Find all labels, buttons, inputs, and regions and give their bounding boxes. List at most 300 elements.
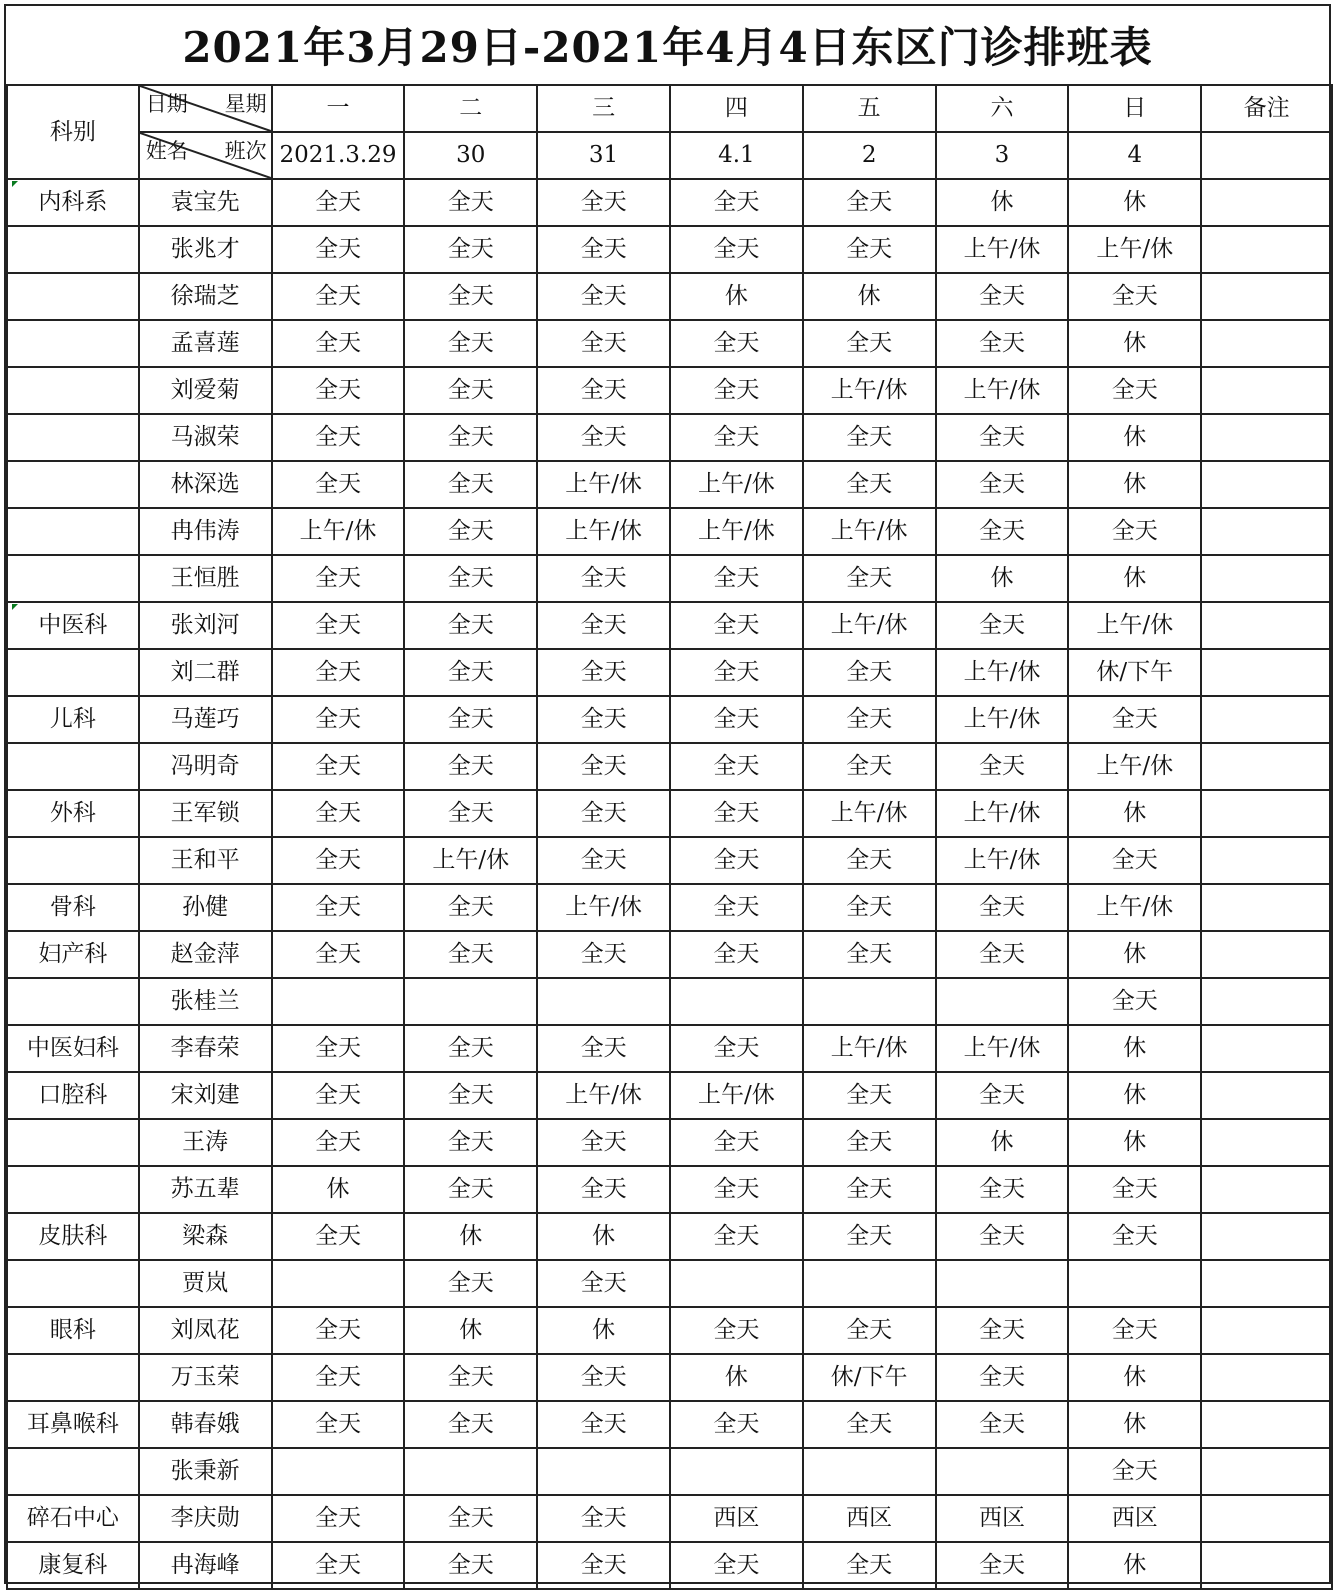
dept-cell [7,1260,139,1307]
table-row [7,179,1332,226]
dept-cell: 内科系 [7,179,139,226]
dept-cell [7,978,139,1025]
shift-cell: 全天 [936,602,1069,649]
dept-cell [7,837,139,884]
shift-cell: 全天 [272,1119,405,1166]
shift-cell: 全天 [272,931,405,978]
table-row [7,1072,1332,1119]
table-row [7,226,1332,273]
shift-cell: 全天 [404,1025,537,1072]
remark-cell [1201,1354,1332,1401]
shift-cell: 全天 [1068,696,1201,743]
shift-cell: 全天 [936,1166,1069,1213]
shift-cell: 上午/休 [1068,743,1201,790]
shift-cell: 全天 [537,320,670,367]
name-cell: 李春荣 [139,1025,272,1072]
shift-cell: 全天 [670,367,803,414]
comment-marker-icon [12,604,18,610]
shift-cell: 全天 [803,320,936,367]
schedule-sheet [4,4,1331,1584]
remark-cell [1201,1307,1332,1354]
table-row [7,1495,1332,1542]
name-cell: 刘爱菊 [139,367,272,414]
shift-cell: 全天 [404,320,537,367]
name-cell: 孙健 [139,884,272,931]
remark-cell [1201,837,1332,884]
shift-cell: 全天 [936,931,1069,978]
shift-cell: 全天 [537,226,670,273]
shift-cell: 全天 [272,1307,405,1354]
date-cell: 31 [537,132,670,179]
shift-cell [272,978,405,1025]
name-cell: 林深选 [139,461,272,508]
remark-cell [1201,226,1332,273]
name-cell: 梁森 [139,1213,272,1260]
table-row [7,743,1332,790]
shift-cell: 上午/休 [803,602,936,649]
name-cell: 万玉荣 [139,1354,272,1401]
shift-cell: 全天 [803,179,936,226]
remark-cell [1201,1495,1332,1542]
table-row [7,1213,1332,1260]
date-cell: 4.1 [670,132,803,179]
shift-cell: 全天 [803,1542,936,1589]
remark-cell [1201,1072,1332,1119]
shift-cell: 全天 [404,367,537,414]
shift-cell: 全天 [537,696,670,743]
remark-cell [1201,743,1332,790]
table-row [7,367,1332,414]
name-cell: 冯明奇 [139,743,272,790]
shift-cell: 休 [670,273,803,320]
table-row [7,602,1332,649]
table-row [7,273,1332,320]
shift-cell: 西区 [803,1495,936,1542]
remark-cell [1201,273,1332,320]
table-row [7,1025,1332,1072]
dept-cell: 骨科 [7,884,139,931]
shift-cell: 全天 [404,179,537,226]
shift-cell [670,1448,803,1495]
weekday-cell: 三 [537,85,670,132]
name-cell: 王和平 [139,837,272,884]
shift-cell: 上午/休 [537,461,670,508]
name-cell: 张秉新 [139,1448,272,1495]
shift-cell [404,978,537,1025]
shift-cell: 全天 [1068,508,1201,555]
shift-cell: 全天 [670,884,803,931]
remark-cell [1201,1542,1332,1589]
shift-cell: 全天 [670,1119,803,1166]
dept-cell: 皮肤科 [7,1213,139,1260]
shift-cell: 全天 [404,1354,537,1401]
shift-cell: 全天 [670,179,803,226]
shift-cell: 全天 [272,1401,405,1448]
shift-cell: 全天 [537,602,670,649]
shift-cell [670,1260,803,1307]
shift-cell: 全天 [936,1213,1069,1260]
shift-cell: 全天 [537,1401,670,1448]
shift-cell: 全天 [537,649,670,696]
shift-cell [803,978,936,1025]
shift-cell: 全天 [404,931,537,978]
remark-cell [1201,1119,1332,1166]
shift-cell: 全天 [670,837,803,884]
shift-cell: 全天 [936,884,1069,931]
weekday-cell: 一 [272,85,405,132]
shift-cell: 全天 [272,1354,405,1401]
shift-cell: 全天 [1068,1213,1201,1260]
remark-cell [1201,1025,1332,1072]
dept-cell: 康复科 [7,1542,139,1589]
shift-cell [537,1448,670,1495]
shift-cell: 休 [404,1213,537,1260]
shift-cell: 全天 [404,696,537,743]
dept-cell [7,461,139,508]
name-cell: 贾岚 [139,1260,272,1307]
shift-cell: 全天 [670,1213,803,1260]
shift-cell: 全天 [803,696,936,743]
remark-cell [1201,790,1332,837]
shift-cell: 全天 [272,414,405,461]
date-cell: 30 [404,132,537,179]
shift-cell: 全天 [936,273,1069,320]
shift-cell: 全天 [1068,978,1201,1025]
dept-cell [7,1354,139,1401]
remark-cell [1201,414,1332,461]
shift-cell: 全天 [404,1166,537,1213]
shift-cell: 西区 [1068,1495,1201,1542]
shift-cell: 全天 [272,555,405,602]
table-row [7,649,1332,696]
name-cell: 韩春娥 [139,1401,272,1448]
shift-cell: 西区 [670,1495,803,1542]
table-row [7,1354,1332,1401]
shift-cell: 全天 [272,1495,405,1542]
shift-cell: 全天 [670,555,803,602]
shift-cell: 全天 [404,790,537,837]
table-row [7,696,1332,743]
shift-cell: 全天 [537,414,670,461]
name-cell: 苏五辈 [139,1166,272,1213]
shift-cell: 全天 [537,1354,670,1401]
name-cell: 马淑荣 [139,414,272,461]
shift-cell: 全天 [272,837,405,884]
shift-cell: 上午/休 [936,649,1069,696]
shift-cell: 全天 [404,1401,537,1448]
dept-cell: 妇产科 [7,931,139,978]
shift-cell: 全天 [1068,1166,1201,1213]
name-cell: 王涛 [139,1119,272,1166]
dept-cell [7,414,139,461]
dept-cell [7,226,139,273]
shift-cell: 上午/休 [670,508,803,555]
shift-cell: 全天 [537,179,670,226]
shift-cell: 休 [936,1119,1069,1166]
table-row [7,790,1332,837]
shift-cell: 全天 [670,414,803,461]
shift-cell: 上午/休 [404,837,537,884]
dept-header: 科别 [7,85,139,179]
comment-marker-icon [12,181,18,187]
dept-cell: 儿科 [7,696,139,743]
shift-cell: 全天 [803,837,936,884]
shift-cell: 全天 [670,931,803,978]
shift-cell: 全天 [936,320,1069,367]
shift-cell: 全天 [537,1542,670,1589]
shift-cell: 全天 [272,226,405,273]
dept-cell [7,320,139,367]
shift-cell: 全天 [272,1213,405,1260]
shift-cell: 休 [1068,179,1201,226]
table-row [7,1542,1332,1589]
shift-cell: 上午/休 [803,508,936,555]
date-cell: 4 [1068,132,1201,179]
name-cell: 张兆才 [139,226,272,273]
shift-cell: 全天 [404,1119,537,1166]
shift-cell: 休 [1068,414,1201,461]
shift-cell: 上午/休 [936,837,1069,884]
table-row [7,1119,1332,1166]
weekday-cell: 六 [936,85,1069,132]
shift-cell [1068,1260,1201,1307]
shift-cell: 休 [272,1166,405,1213]
shift-cell: 休 [404,1307,537,1354]
remark-cell [1201,884,1332,931]
table-row [7,884,1332,931]
header-row-date [7,132,1332,179]
shift-cell: 全天 [936,743,1069,790]
remark-cell [1201,132,1332,179]
table-row [7,1401,1332,1448]
shift-cell: 全天 [537,1166,670,1213]
shift-cell: 上午/休 [537,1072,670,1119]
shift-cell: 全天 [1068,1307,1201,1354]
shift-cell [670,978,803,1025]
shift-cell: 全天 [1068,837,1201,884]
shift-cell: 上午/休 [272,508,405,555]
shift-cell: 全天 [803,1307,936,1354]
table-row [7,1166,1332,1213]
date-label: 日期 [145,92,188,116]
remark-cell [1201,602,1332,649]
shift-cell: 休 [1068,931,1201,978]
table-row [7,320,1332,367]
weekday-cell: 二 [404,85,537,132]
shift-cell: 全天 [1068,273,1201,320]
dept-cell [7,508,139,555]
date-cell: 2 [803,132,936,179]
shift-cell: 休 [936,179,1069,226]
shift-cell: 全天 [936,1401,1069,1448]
name-cell: 王军锁 [139,790,272,837]
shift-cell: 全天 [272,461,405,508]
table-row [7,1260,1332,1307]
shift-cell [936,978,1069,1025]
shift-cell [272,1448,405,1495]
shift-cell: 上午/休 [670,1072,803,1119]
shift-cell: 上午/休 [1068,602,1201,649]
table-row [7,931,1332,978]
shift-cell: 全天 [537,367,670,414]
weekday-label: 星期 [224,92,267,116]
dept-cell [7,367,139,414]
shift-cell: 全天 [803,555,936,602]
dept-cell [7,555,139,602]
shift-cell: 全天 [272,743,405,790]
date-weekday-header [139,85,272,132]
shift-cell: 全天 [272,696,405,743]
shift-cell: 休 [936,555,1069,602]
remark-cell [1201,1448,1332,1495]
shift-cell: 休 [803,273,936,320]
remark-cell [1201,179,1332,226]
shift-cell: 全天 [537,1025,670,1072]
shift-cell: 全天 [272,179,405,226]
date-cell: 2021.3.29 [272,132,405,179]
name-shift-header [139,132,272,179]
shift-cell: 全天 [670,1401,803,1448]
dept-cell [7,273,139,320]
shift-cell [537,978,670,1025]
shift-cell: 上午/休 [936,226,1069,273]
shift-cell: 全天 [936,1072,1069,1119]
remark-header: 备注 [1201,85,1332,132]
shift-cell: 全天 [936,461,1069,508]
shift-cell [936,1448,1069,1495]
shift-cell: 全天 [537,1495,670,1542]
shift-cell: 全天 [803,461,936,508]
shift-cell: 全天 [404,1260,537,1307]
weekday-cell: 五 [803,85,936,132]
remark-cell [1201,1213,1332,1260]
shift-cell: 全天 [936,508,1069,555]
shift-cell: 休 [1068,1025,1201,1072]
remark-cell [1201,461,1332,508]
shift-cell: 休 [1068,790,1201,837]
dept-cell [7,743,139,790]
shift-cell: 全天 [272,649,405,696]
shift-label: 班次 [224,139,267,163]
name-label: 姓名 [145,139,188,163]
name-cell: 赵金萍 [139,931,272,978]
header-row-weekday [7,85,1332,132]
name-cell: 刘二群 [139,649,272,696]
dept-cell: 碎石中心 [7,1495,139,1542]
shift-cell [404,1448,537,1495]
dept-cell: 耳鼻喉科 [7,1401,139,1448]
shift-cell: 全天 [537,1119,670,1166]
shift-cell: 休 [1068,461,1201,508]
shift-cell: 全天 [670,1166,803,1213]
table-row [7,508,1332,555]
shift-cell [803,1448,936,1495]
shift-cell: 全天 [537,931,670,978]
dept-cell [7,1119,139,1166]
shift-cell: 全天 [803,884,936,931]
table-row [7,414,1332,461]
shift-cell: 全天 [803,1072,936,1119]
shift-cell: 全天 [670,696,803,743]
dept-cell: 口腔科 [7,1072,139,1119]
shift-cell: 上午/休 [537,508,670,555]
shift-cell: 全天 [1068,367,1201,414]
name-cell: 王恒胜 [139,555,272,602]
shift-cell: 全天 [537,555,670,602]
shift-cell: 全天 [670,649,803,696]
shift-cell: 全天 [537,837,670,884]
shift-cell: 全天 [803,414,936,461]
shift-cell: 上午/休 [1068,884,1201,931]
name-cell: 冉伟涛 [139,508,272,555]
shift-cell: 全天 [803,1119,936,1166]
shift-cell: 全天 [670,790,803,837]
shift-cell: 全天 [537,790,670,837]
remark-cell [1201,320,1332,367]
shift-cell: 全天 [670,320,803,367]
table-row [7,978,1332,1025]
shift-cell: 休 [1068,555,1201,602]
shift-cell: 休 [1068,1072,1201,1119]
dept-cell: 中医妇科 [7,1025,139,1072]
name-cell: 宋刘建 [139,1072,272,1119]
shift-cell: 全天 [272,602,405,649]
shift-cell: 全天 [670,226,803,273]
shift-cell: 全天 [803,931,936,978]
shift-cell: 全天 [936,1354,1069,1401]
shift-cell: 全天 [272,790,405,837]
table-row [7,555,1332,602]
shift-cell: 全天 [272,367,405,414]
shift-cell: 西区 [936,1495,1069,1542]
shift-cell: 休 [1068,1119,1201,1166]
shift-cell: 全天 [936,414,1069,461]
shift-cell: 上午/休 [803,790,936,837]
page-title: 2021年3月29日-2021年4月4日东区门诊排班表 [182,23,1153,72]
shift-cell: 全天 [803,649,936,696]
weekday-cell: 四 [670,85,803,132]
shift-cell [272,1260,405,1307]
shift-cell: 全天 [1068,1448,1201,1495]
shift-cell: 休 [1068,1542,1201,1589]
shift-cell: 全天 [404,884,537,931]
shift-cell: 全天 [670,743,803,790]
remark-cell [1201,1166,1332,1213]
shift-cell: 全天 [272,273,405,320]
shift-cell: 上午/休 [936,1025,1069,1072]
shift-cell: 上午/休 [936,367,1069,414]
shift-cell: 全天 [670,602,803,649]
remark-cell [1201,1401,1332,1448]
shift-cell: 全天 [670,1025,803,1072]
dept-cell [7,1448,139,1495]
name-cell: 张桂兰 [139,978,272,1025]
dept-cell: 中医科 [7,602,139,649]
table-row [7,461,1332,508]
shift-cell: 全天 [537,273,670,320]
shift-cell: 全天 [404,649,537,696]
name-cell: 徐瑞芝 [139,273,272,320]
shift-cell: 全天 [404,461,537,508]
shift-cell: 全天 [404,226,537,273]
shift-cell: 全天 [404,414,537,461]
name-cell: 马莲巧 [139,696,272,743]
table-row [7,1307,1332,1354]
shift-cell: 上午/休 [936,790,1069,837]
shift-cell: 全天 [404,555,537,602]
remark-cell [1201,1260,1332,1307]
shift-cell: 全天 [936,1542,1069,1589]
